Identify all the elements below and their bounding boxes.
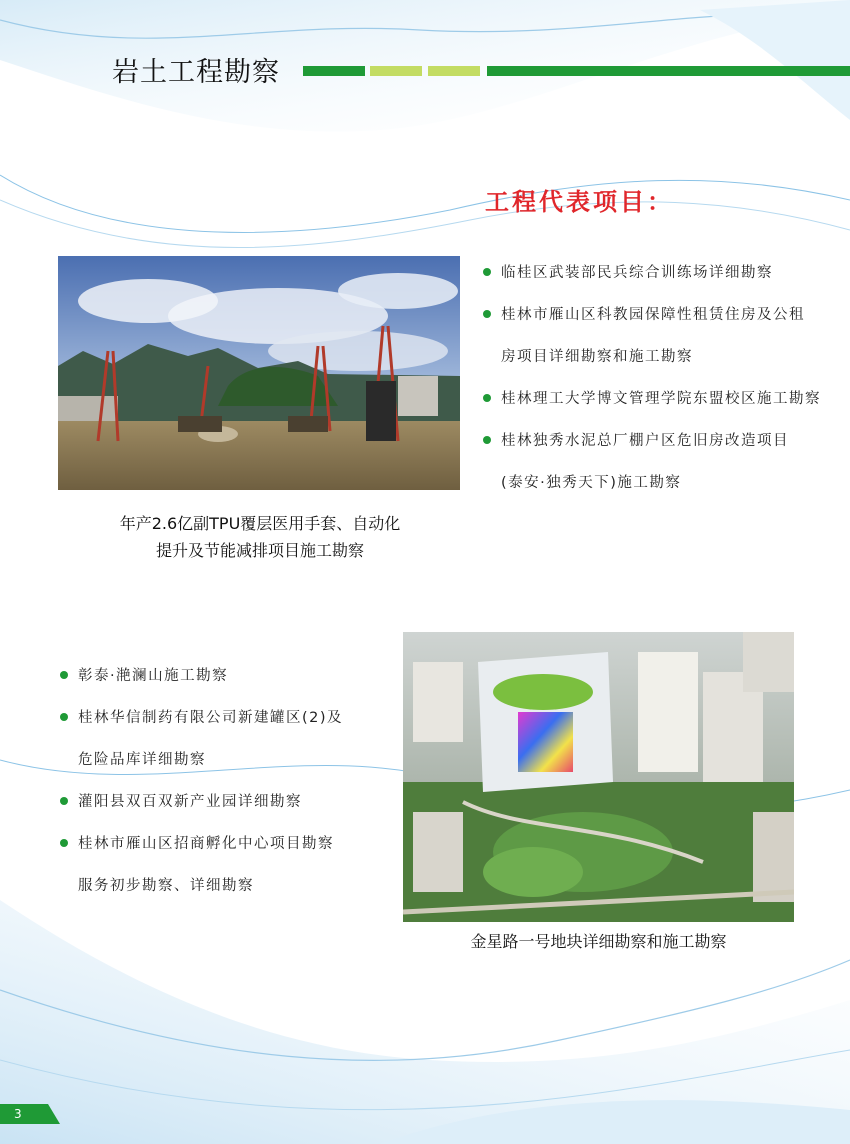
list-item [60, 697, 343, 739]
bullet-icon [483, 436, 491, 444]
aerial-building-photo [403, 632, 794, 922]
list-item [483, 420, 821, 462]
bullet-icon [60, 797, 68, 805]
list-item-text: 桂林市雁山区科教园保障性租赁住房及公租 [501, 307, 805, 323]
list-item-continuation [483, 336, 821, 378]
project-list-top [483, 252, 821, 504]
header-bar-light-green-2 [428, 66, 480, 76]
list-item [60, 655, 343, 697]
bullet-icon [60, 671, 68, 679]
photo1-caption-line1: 年产2.6亿副TPU覆层医用手套、自动化 [119, 514, 401, 533]
page-number-tab [0, 1104, 60, 1124]
section-heading: 工程代表项目： [485, 188, 674, 216]
list-item-text: 桂林华信制药有限公司新建罐区(2)及 [78, 710, 344, 726]
list-item-continuation [60, 739, 343, 781]
list-item-text: 临桂区武装部民兵综合训练场详细勘察 [501, 265, 773, 281]
header-bar-long-green [487, 66, 850, 76]
list-item [60, 823, 343, 865]
list-item-text: 灌阳县双百双新产业园详细勘察 [78, 794, 302, 810]
list-item-text: 桂林独秀水泥总厂棚户区危旧房改造项目 [501, 433, 789, 449]
bullet-icon [483, 268, 491, 276]
header-bar-dark-green [303, 66, 365, 76]
bullet-icon [60, 839, 68, 847]
bullet-icon [60, 713, 68, 721]
photo1-caption [60, 510, 460, 564]
list-item-text: 彰泰·滟澜山施工勘察 [78, 668, 229, 684]
list-item [60, 781, 343, 823]
list-item-text: 房项目详细勘察和施工勘察 [501, 349, 693, 365]
photo1-caption-line2: 提升及节能减排项目施工勘察 [155, 541, 364, 560]
bullet-icon [483, 310, 491, 318]
list-item [483, 252, 821, 294]
page-number: 3 [14, 1107, 22, 1121]
header-bar-light-green [370, 66, 422, 76]
photo2-caption: 金星路一号地块详细勘察和施工勘察 [470, 932, 727, 951]
drilling-site-photo [58, 256, 460, 490]
list-item-text: 危险品库详细勘察 [78, 752, 206, 768]
list-item-text: 桂林理工大学博文管理学院东盟校区施工勘察 [501, 391, 821, 407]
list-item-text: 服务初步勘察、详细勘察 [78, 878, 254, 894]
bullet-icon [483, 394, 491, 402]
list-item-text: (泰安·独秀天下)施工勘察 [501, 475, 682, 491]
project-list-bottom [60, 655, 343, 907]
list-item [483, 378, 821, 420]
list-item-text: 桂林市雁山区招商孵化中心项目勘察 [78, 836, 334, 852]
list-item-continuation [483, 462, 821, 504]
page-title: 岩土工程勘察 [112, 57, 280, 88]
list-item [483, 294, 821, 336]
list-item-continuation [60, 865, 343, 907]
